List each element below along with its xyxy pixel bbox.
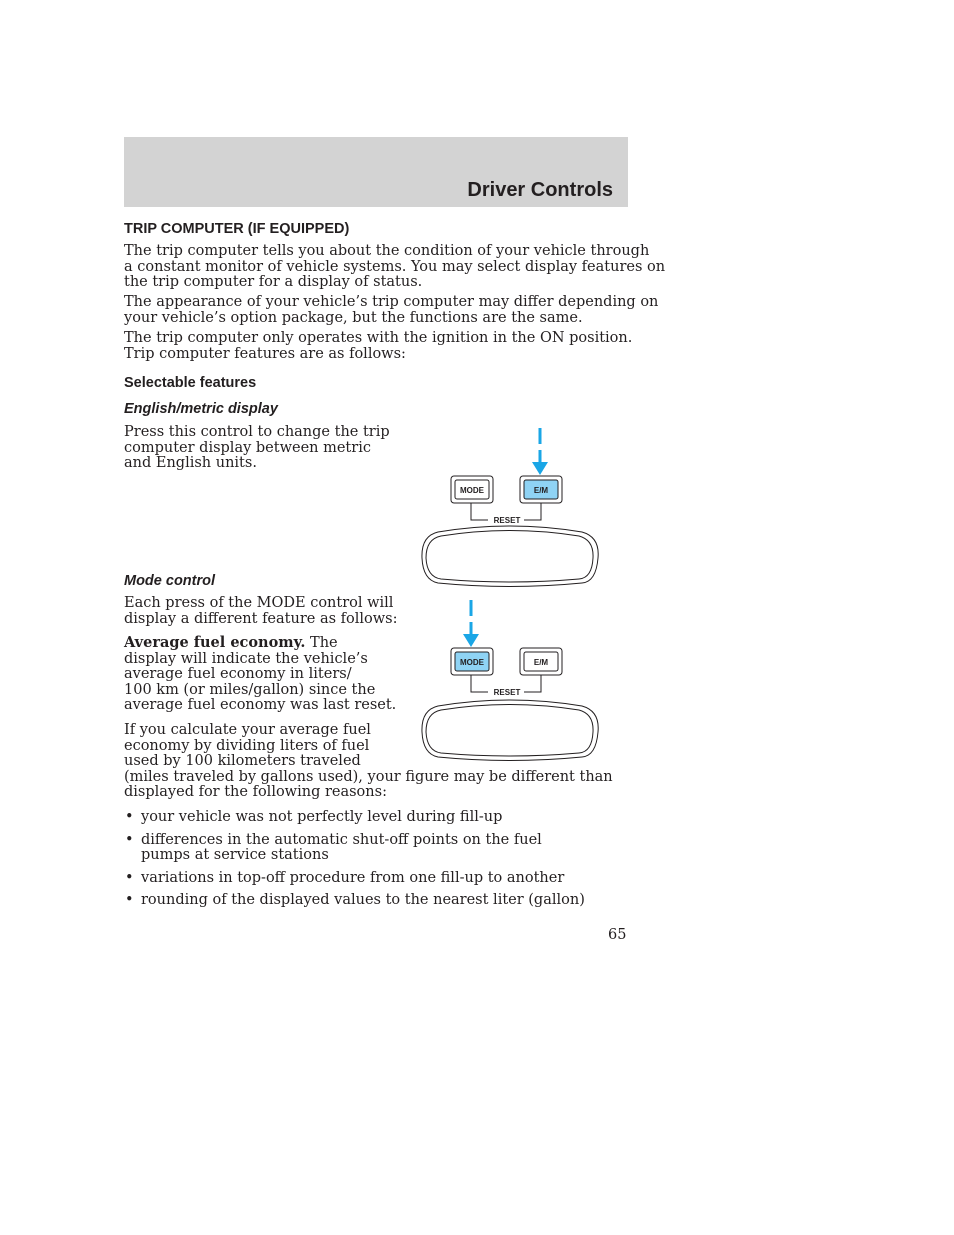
arrow-head-icon bbox=[463, 634, 479, 647]
selectable-features-heading: Selectable features bbox=[124, 375, 257, 391]
list-item bbox=[124, 893, 628, 909]
text-line: Each press of the MODE control will bbox=[124, 595, 394, 611]
list-item bbox=[124, 833, 628, 864]
text-line: Trip computer features are as follows: bbox=[124, 345, 406, 362]
mode-control-text bbox=[124, 596, 397, 627]
display-screen-inner bbox=[426, 531, 593, 583]
average-fuel-economy-label: Average fuel economy. bbox=[124, 634, 306, 651]
average-fuel-economy-text bbox=[124, 635, 396, 714]
mode-button-label: MODE bbox=[460, 658, 484, 667]
display-screen-inner bbox=[426, 705, 593, 757]
reset-bracket-right bbox=[524, 675, 541, 692]
list-item-text: variations in top-off procedure from one fill-up to another bbox=[141, 869, 565, 886]
bullet-icon: • bbox=[125, 869, 134, 886]
text-line: computer display between metric bbox=[124, 439, 371, 456]
text-line: Press this control to change the trip bbox=[124, 424, 390, 440]
text-line: 100 km (or miles/gallon) since the bbox=[124, 681, 376, 698]
intro-paragraph-2 bbox=[124, 295, 658, 326]
intro-paragraph-3 bbox=[124, 331, 632, 362]
reset-bracket-left bbox=[471, 675, 488, 692]
reset-bracket-left bbox=[471, 503, 488, 520]
arrow-head-icon bbox=[532, 462, 548, 475]
text-line: average fuel economy was last reset. bbox=[124, 697, 397, 713]
list-item bbox=[124, 810, 628, 826]
bullet-icon: • bbox=[125, 892, 134, 908]
text-line: used by 100 kilometers traveled bbox=[124, 753, 361, 769]
list-item-text: rounding of the displayed values to the nearest liter (gallon) bbox=[141, 892, 585, 908]
reset-bracket-right bbox=[524, 503, 541, 520]
text-line: The trip computer tells you about the condition of your vehicle through bbox=[124, 243, 650, 259]
text-line: the trip computer for a display of status. bbox=[124, 274, 423, 290]
text-line: your vehicle’s option package, but the functions are the same. bbox=[124, 309, 583, 326]
english-metric-heading: English/metric display bbox=[124, 401, 278, 417]
list-item-text: your vehicle was not perfectly level during fill-up bbox=[141, 809, 503, 825]
mode-control-heading: Mode control bbox=[124, 573, 216, 589]
text-line: If you calculate your average fuel bbox=[124, 722, 371, 738]
bullet-icon: • bbox=[125, 831, 134, 848]
mode-button-label: MODE bbox=[460, 486, 484, 495]
text-line: The trip computer only operates with the ignition in the ON position. bbox=[124, 330, 633, 346]
text-line: a constant monitor of vehicle systems. You may select display features on bbox=[124, 258, 666, 275]
mode-control-diagram bbox=[410, 592, 610, 764]
reset-label: RESET bbox=[493, 688, 521, 697]
text-line: The appearance of your vehicle’s trip computer may differ depending on bbox=[124, 294, 659, 310]
em-button-label: E/M bbox=[533, 658, 549, 667]
text-line: displayed for the following reasons: bbox=[124, 784, 387, 800]
text-line: and English units. bbox=[124, 455, 257, 471]
text-line: (miles traveled by gallons used), your figure may be different than bbox=[124, 768, 613, 785]
list-item-text: differences in the automatic shut-off points on the fuel pumps at service stations bbox=[141, 831, 542, 863]
text-line: The bbox=[310, 635, 338, 651]
text-line bbox=[124, 635, 396, 652]
text-line: economy by dividing liters of fuel bbox=[124, 737, 370, 754]
page-number: 65 bbox=[608, 927, 627, 943]
section-heading: TRIP COMPUTER (IF EQUIPPED) bbox=[124, 221, 350, 237]
list-item bbox=[124, 871, 628, 887]
text-line: display a different feature as follows: bbox=[124, 610, 398, 627]
english-metric-text bbox=[124, 425, 390, 472]
reasons-list bbox=[124, 810, 628, 909]
em-button-label: E/M bbox=[533, 486, 549, 495]
text-line: display will indicate the vehicle’s bbox=[124, 650, 368, 667]
english-metric-diagram bbox=[410, 420, 610, 590]
header-band bbox=[124, 137, 628, 207]
intro-paragraph-1 bbox=[124, 244, 665, 291]
bullet-icon: • bbox=[125, 809, 134, 825]
text-line: average fuel economy in liters/ bbox=[124, 666, 352, 682]
reset-label: RESET bbox=[493, 516, 521, 525]
page-title: Driver Controls bbox=[467, 179, 613, 201]
